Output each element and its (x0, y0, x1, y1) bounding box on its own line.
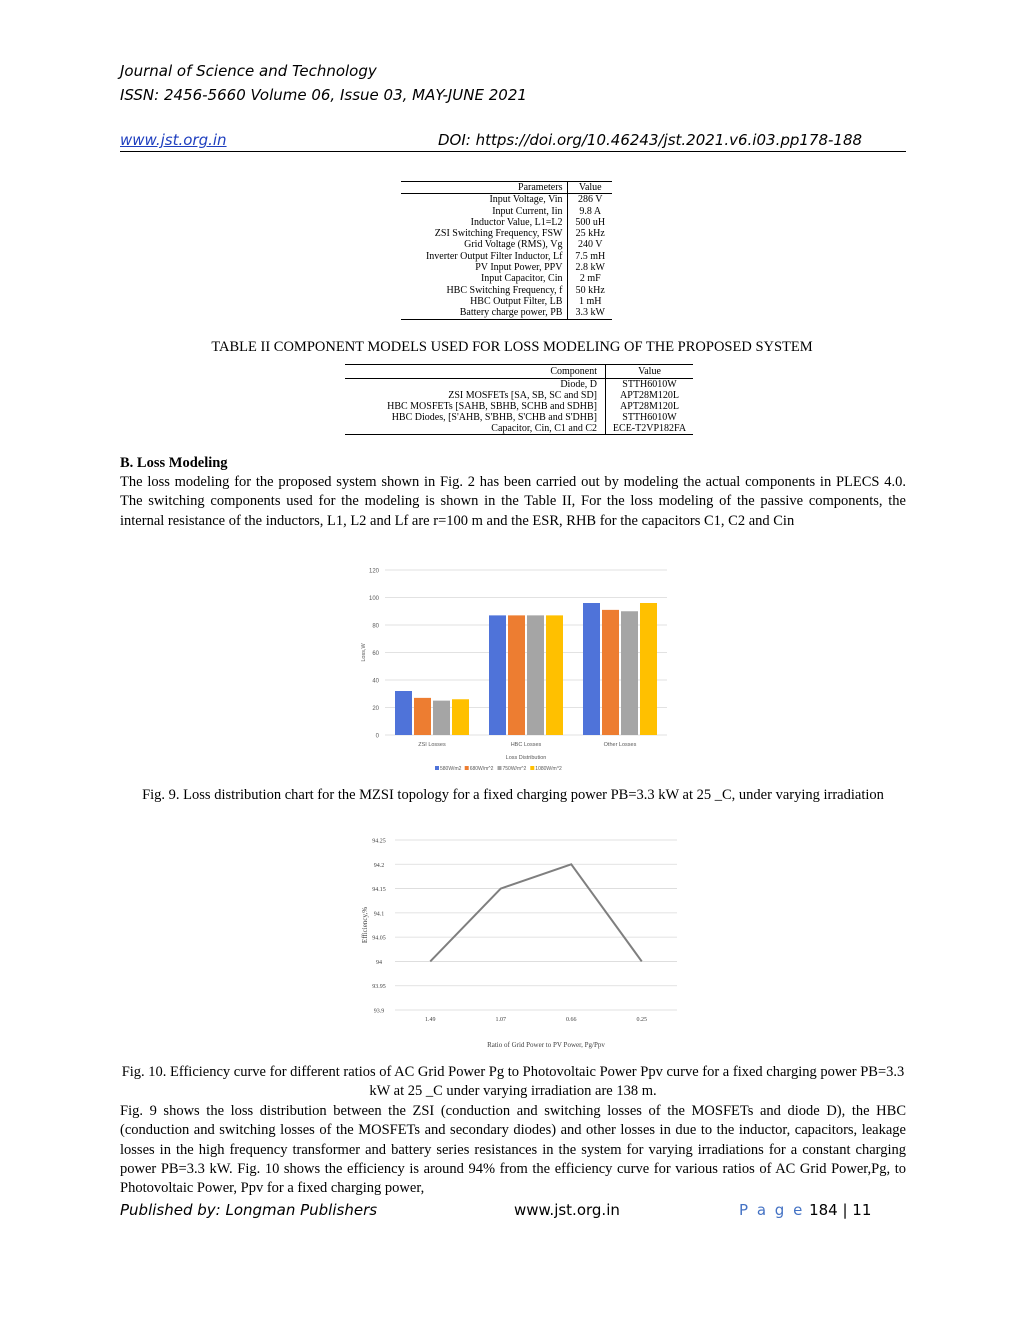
table1-header-parameters: Parameters (401, 182, 568, 194)
legend-label: 750W/m^2 (502, 766, 527, 772)
efficiency-curve-chart (355, 834, 685, 1056)
table1-cell-value: 7.5 mH (575, 250, 606, 262)
table2-cell-name: HBC Diodes, [S'AHB, S'BHB, S'CHB and S'DHB] (345, 412, 606, 423)
y-tick-label: 20 (372, 706, 379, 712)
table1-cell-name: PV Input Power, PPV (401, 262, 568, 273)
table1-cell-name: Input Voltage, Vin (401, 194, 568, 206)
table2-cell-value: STTH6010W (622, 412, 677, 423)
table1-row (401, 262, 612, 273)
footer-page-value: 184 | 11 (809, 1201, 872, 1219)
table2-row (345, 401, 693, 412)
header-rule (120, 151, 906, 152)
table2-cell-value: APT28M120L (620, 390, 679, 401)
y-tick-label: 94 (376, 959, 382, 966)
fig10-caption: Fig. 10. Efficiency curve for different ratios of AC Grid Power Pg to Photovoltaic Power Ppv curve for a fixed charging power PB=3.3 kW at 25 _C under varying irradiation are 138 m. (121, 1064, 905, 1099)
bar (433, 701, 450, 735)
y-tick-label: 40 (372, 678, 379, 685)
y-tick-label: 60 (372, 651, 379, 657)
x-tick-label: 0.66 (566, 1017, 577, 1023)
table2-cell-name: HBC MOSFETs [SAHB, SBHB, SCHB and SDHB] (345, 401, 606, 412)
table1-cell-value: 2 mF (579, 273, 601, 285)
table1-header-value: Value (568, 182, 612, 194)
table1-cell-name: Battery charge power, PB (401, 307, 568, 319)
table2-caption: TABLE II COMPONENT MODELS USED FOR LOSS MODELING OF THE PROPOSED SYSTEM (211, 339, 813, 355)
loss-distribution-chart (355, 560, 675, 778)
section-paragraph: The loss modeling for the proposed system shown in Fig. 2 has been carried out by modeling the actual components in PLECS 4.0. The switching components used for the modeling is shown in the Table II, For the loss modeling of the passive components, the internal resistance of the inductors, L1, L2 and Lf are r=100 m and the ESR, RHB for the capacitors C1, C2 and Cin (120, 474, 906, 529)
article-doi: DOI: https://doi.org/10.46243/jst.2021.v6.i03.pp178-188 (438, 131, 863, 149)
journal-title: Journal of Science and Technology (120, 62, 377, 80)
table2-cell-name: Diode, D (345, 379, 606, 391)
table2-row (345, 379, 693, 391)
table2-cell-name: Capacitor, Cin, C1 and C2 (345, 423, 606, 435)
x-axis-label: Loss Distribution (505, 755, 547, 761)
y-tick-label: 94.25 (372, 838, 386, 845)
journal-issn: ISSN: 2456-5660 Volume 06, Issue 03, MAY-JUNE 2021 (120, 86, 527, 104)
footer-page-word: P a g e (739, 1201, 805, 1219)
table1-row (401, 273, 612, 284)
table2-cell-value: STTH6010W (622, 379, 677, 390)
y-tick-label: 0 (375, 733, 379, 740)
table1-row (401, 307, 612, 319)
table1-cell-name: Input Capacitor, Cin (401, 273, 568, 284)
bar (621, 611, 638, 735)
table1-cell-name: HBC Output Filter, LB (401, 296, 568, 307)
legend-swatch (465, 766, 469, 770)
table2-row (345, 412, 693, 423)
y-tick-label: 94.15 (372, 887, 386, 894)
x-tick-label: 1.07 (495, 1017, 506, 1023)
fig9-caption: Fig. 9. Loss distribution chart for the MZSI topology for a fixed charging power PB=3.3 kW at 25 _C, under varying irradiation (142, 787, 884, 803)
table1-row (401, 194, 612, 206)
table1-row (401, 239, 612, 250)
x-tick-label: ZSI Losses (418, 742, 446, 748)
y-tick-label: 94.1 (373, 911, 385, 918)
x-axis-label: Ratio of Grid Power to PV Power, Pg/Ppv (487, 1041, 605, 1049)
legend-label: 580W/m2 (440, 766, 462, 772)
table1-cell-name: Inverter Output Filter Inductor, Lf (401, 251, 568, 262)
table1-cell-value: 9.8 A (579, 205, 602, 217)
table2-cell-value: ECE-T2VP182FA (612, 423, 687, 434)
footer-website: www.jst.org.in (514, 1201, 620, 1219)
table2-row (345, 390, 693, 401)
table1-row (401, 206, 612, 217)
table1-row (401, 228, 612, 239)
table1-cell-name: ZSI Switching Frequency, FSW (401, 228, 568, 239)
bar (583, 603, 600, 735)
bar (602, 610, 619, 735)
y-tick-label: 93.95 (372, 984, 386, 991)
table1-cell-value: 3.3 kW (575, 307, 605, 319)
y-tick-label: 93.9 (373, 1008, 385, 1015)
legend-swatch (435, 766, 439, 770)
table1-row (401, 251, 612, 262)
bar (452, 699, 469, 735)
bar (546, 615, 563, 735)
y-tick-label: 94.2 (373, 862, 385, 869)
x-tick-label: HBC Losses (510, 742, 542, 748)
y-axis-label: Loss,W (361, 643, 367, 662)
table1-row (401, 217, 612, 228)
table1-row (401, 296, 612, 307)
table1-cell-value: 25 kHz (575, 228, 605, 240)
bar (508, 615, 525, 735)
parameters-table (401, 181, 612, 320)
y-tick-label: 100 (368, 596, 379, 602)
table1-cell-value: 50 kHz (575, 284, 605, 296)
y-tick-label: 80 (372, 623, 379, 630)
bar (414, 698, 431, 735)
table2-row (345, 423, 693, 435)
table2-cell-value: APT28M120L (620, 401, 679, 412)
table1-cell-value: 286 V (577, 194, 603, 206)
table2-body (345, 379, 693, 435)
y-axis-label: Efficiency,% (361, 906, 369, 944)
table1-cell-value: 1 mH (578, 295, 602, 307)
legend-label: 1080W/m^2 (535, 766, 562, 772)
table1-cell-name: HBC Switching Frequency, f (401, 285, 568, 296)
journal-website-link[interactable]: www.jst.org.in (120, 131, 227, 149)
footer-page-number (739, 1201, 871, 1219)
table1-cell-value: 240 V (577, 239, 603, 251)
x-tick-label: Other Losses (603, 742, 637, 748)
y-tick-label: 120 (368, 568, 379, 575)
table2-header-value: Value (606, 365, 694, 379)
bar (527, 615, 544, 735)
table2-header-component: Component (345, 365, 606, 379)
bar (395, 691, 412, 735)
legend-swatch (498, 766, 502, 770)
legend-label: 680W/m^2 (469, 766, 494, 772)
component-models-table (345, 364, 693, 435)
x-tick-label: 1.49 (425, 1017, 436, 1023)
table1-cell-value: 500 uH (575, 216, 606, 228)
section-heading: B. Loss Modeling (120, 455, 228, 471)
footer-publisher: Published by: Longman Publishers (120, 1201, 378, 1219)
table1-row (401, 285, 612, 296)
body-paragraph: Fig. 9 shows the loss distribution between the ZSI (conduction and switching losses of the MOSFETs and diode D), the HBC (conduction and switching losses of the MOSFETs and secondary diodes) and other losses in due to the inductor, capacitors, leakage losses in the high frequency transformer and battery series resistances in the system for varying irradiations for a constant charging power PB=3.3 kW. Fig. 10 shows the efficiency is around 94% from the efficiency curve for various ratios of AC Grid Power,Pg, to Photovoltaic Power, Ppv for a fixed charging power, (120, 1103, 906, 1197)
table1-cell-name: Grid Voltage (RMS), Vg (401, 239, 568, 250)
table2-cell-name: ZSI MOSFETs [SA, SB, SC and SD] (345, 390, 606, 401)
y-tick-label: 94.05 (372, 935, 386, 942)
table1-cell-value: 2.8 kW (575, 262, 605, 274)
bar (640, 603, 657, 735)
table1-cell-name: Input Current, Iin (401, 206, 568, 217)
bar (489, 615, 506, 735)
legend-swatch (530, 766, 534, 770)
table1-body (401, 194, 612, 319)
x-tick-label: 0.25 (636, 1017, 647, 1023)
table1-cell-name: Inductor Value, L1=L2 (401, 217, 568, 228)
